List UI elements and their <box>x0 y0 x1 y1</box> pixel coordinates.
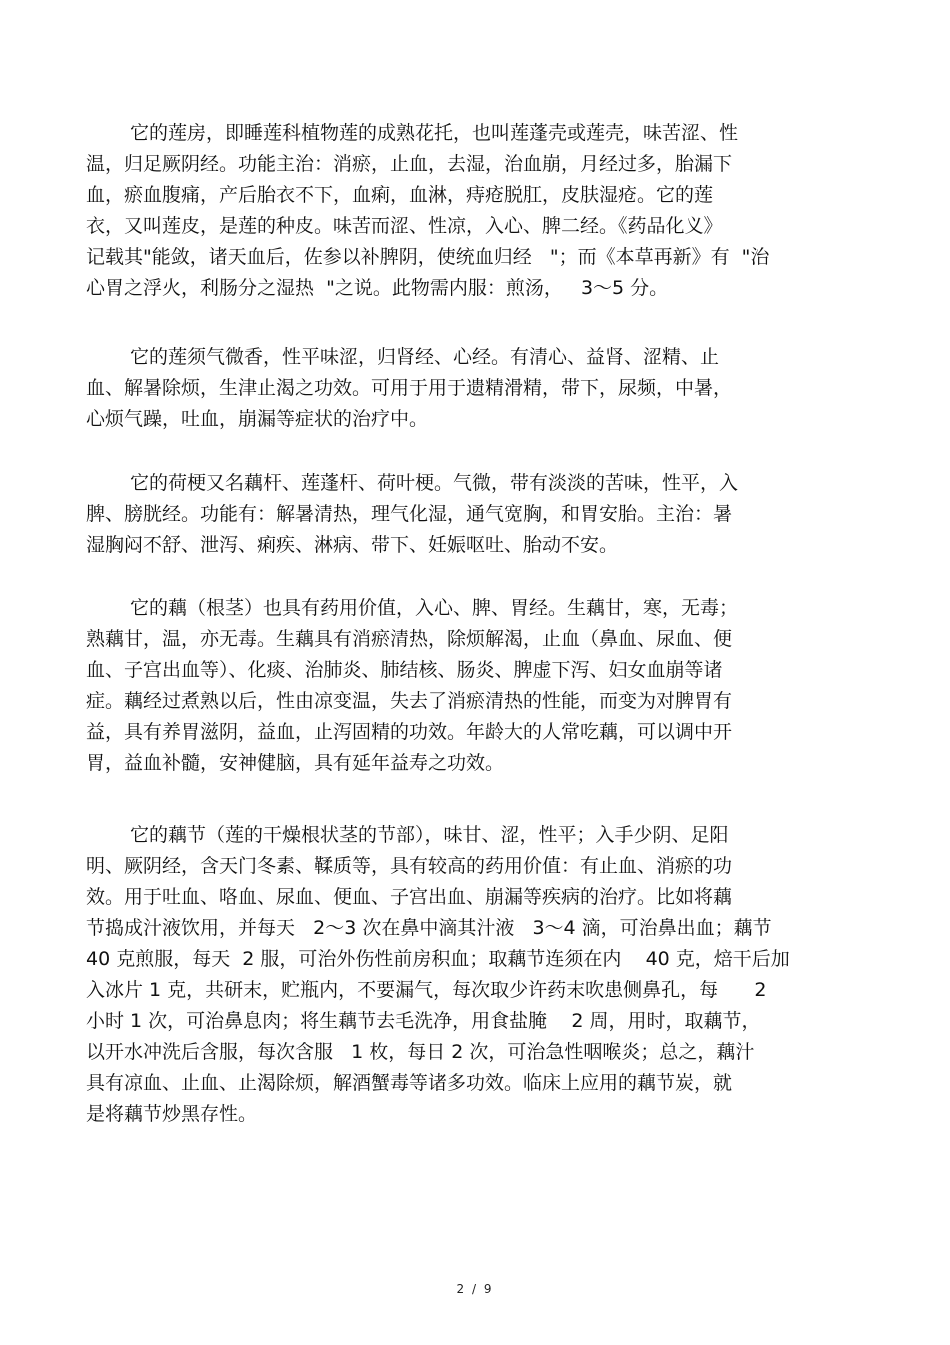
text-line: 脾、膀胱经。功能有：解暑清热，理气化湿，通气宽胸，和胃安胎。主治：暑 <box>86 503 733 525</box>
text-line: 它的藕节（莲的干燥根状茎的节部），味甘、涩，性平；入手少阴、足阳 <box>130 824 729 846</box>
text-line: 益，具有养胃滋阴，益血，止泻固精的功效。年龄大的人常吃藕，可以调中开 <box>86 721 733 743</box>
text-line: 效。用于吐血、咯血、尿血、便血、子宫出血、崩漏等疾病的治疗。比如将藕 <box>86 886 733 908</box>
text-line: 具有凉血、止血、止渴除烦，解酒蟹毒等诸多功效。临床上应用的藕节炭，就 <box>86 1072 733 1094</box>
text-line: 明、厥阴经，含天门冬素、鞣质等，具有较高的药用价值：有止血、消瘀的功 <box>86 855 733 877</box>
page-number: 2 / 9 <box>456 1282 494 1296</box>
paragraph-lotus-stamen <box>86 342 866 435</box>
text-line: 是将藕节炒黑存性。 <box>86 1103 258 1125</box>
paragraph-lotus-root <box>86 593 866 779</box>
text-line: 它的莲须气微香，性平味涩，归肾经、心经。有清心、益肾、涩精、止 <box>130 346 720 368</box>
text-line: 它的莲房，即睡莲科植物莲的成熟花托，也叫莲蓬壳或莲壳，味苦涩、性 <box>130 122 739 144</box>
text-line: 记载其"能敛，诸天血后，佐参以补脾阴，使统血归经 "；而《本草再新》有 "治 <box>86 246 770 268</box>
text-line: 熟藕甘，温，亦无毒。生藕具有消瘀清热，除烦解渴，止血（鼻血、尿血、便 <box>86 628 733 650</box>
text-line: 血，瘀血腹痛，产后胎衣不下，血痢，血淋，痔疮脱肛，皮肤湿疮。它的莲 <box>86 184 714 206</box>
paragraph-lotus-stalk <box>86 468 866 561</box>
text-line: 它的藕（根茎）也具有药用价值，入心、脾、胃经。生藕甘，寒，无毒； <box>130 597 739 619</box>
text-line: 心胃之浮火，利肠分之湿热 "之说。此物需内服：煎汤， 3～5 分。 <box>86 277 669 299</box>
text-line: 血、解暑除烦，生津止渴之功效。可用于用于遗精滑精，带下，尿频，中暑， <box>86 377 733 399</box>
text-line: 小时 1 次，可治鼻息肉；将生藕节去毛洗净，用食盐腌 2 周，用时，取藕节， <box>86 1010 761 1032</box>
paragraph-lotus-root-node <box>86 820 866 1130</box>
text-line: 心烦气躁，吐血，崩漏等症状的治疗中。 <box>86 408 429 430</box>
text-line: 胃，益血补髓，安神健脑，具有延年益寿之功效。 <box>86 752 505 774</box>
text-line: 湿胸闷不舒、泄泻、痢疾、淋病、带下、妊娠呕吐、胎动不安。 <box>86 534 619 556</box>
text-line: 以开水冲洗后含服，每次含服 1 枚，每日 2 次，可治急性咽喉炎；总之，藕汁 <box>86 1041 755 1063</box>
text-line: 症。藕经过煮熟以后，性由凉变温，失去了消瘀清热的性能，而变为对脾胃有 <box>86 690 733 712</box>
text-line: 节捣成汁液饮用，并每天 2～3 次在鼻中滴其汁液 3～4 滴，可治鼻出血；藕节 <box>86 917 772 939</box>
text-line: 40 克煎服，每天 2 服，可治外伤性前房积血；取藕节连须在内 40 克，焙干后加 <box>86 948 790 970</box>
text-line: 入冰片 1 克，共研末，贮瓶内，不要漏气，每次取少许药末吹患侧鼻孔，每 2 <box>86 979 767 1001</box>
text-line: 血、子宫出血等）、化痰、治肺炎、肺结核、肠炎、脾虚下泻、妇女血崩等诸 <box>86 659 723 681</box>
text-line: 温，归足厥阴经。功能主治：消瘀，止血，去湿，治血崩，月经过多，胎漏下 <box>86 153 733 175</box>
text-line: 衣，又叫莲皮，是莲的种皮。味苦而涩、性凉，入心、脾二经。《药品化义》 <box>86 215 723 237</box>
paragraph-lotus-receptacle <box>86 118 866 304</box>
text-line: 它的荷梗又名藕杆、莲蓬杆、荷叶梗。气微，带有淡淡的苦味，性平，入 <box>130 472 739 494</box>
